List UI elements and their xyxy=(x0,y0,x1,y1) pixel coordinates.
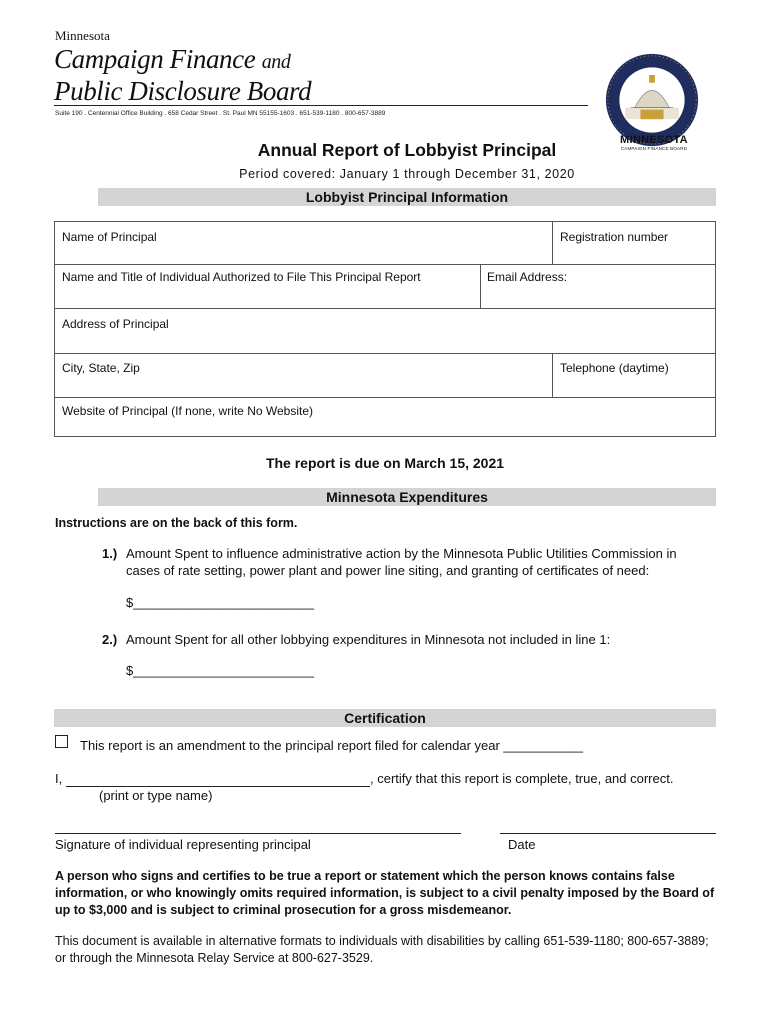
signature-label: Signature of individual representing principal xyxy=(55,837,311,852)
item-2-amount-field[interactable]: $_________________________ xyxy=(126,663,314,678)
item-2-text: Amount Spent for all other lobbying expenditures in Minnesota not included in line 1: xyxy=(126,632,611,647)
principal-info-table xyxy=(54,221,716,437)
item-1-number xyxy=(102,545,117,562)
seal-title: MINNESOTA xyxy=(620,134,688,146)
board-name-line2: Public Disclosure Board xyxy=(54,76,312,106)
expenditures-heading: Minnesota Expenditures xyxy=(98,488,716,506)
item-number: 1.) xyxy=(102,546,118,561)
principal-info-heading: Lobbyist Principal Information xyxy=(98,188,716,206)
table-divider xyxy=(55,264,715,265)
table-divider xyxy=(55,308,715,309)
header-divider xyxy=(54,105,588,106)
item-2-number xyxy=(102,631,117,648)
board-name xyxy=(54,45,311,106)
period-covered: Period covered: January 1 through December 31, 2020 xyxy=(239,167,575,181)
table-divider xyxy=(480,264,481,308)
website-field[interactable]: Website of Principal (If none, write No Website) xyxy=(62,404,313,418)
seal-subtitle: CAMPAIGN FINANCE BOARD xyxy=(620,146,688,151)
amendment-checkbox[interactable] xyxy=(55,735,68,748)
date-label: Date xyxy=(508,837,536,852)
item-number: 2.) xyxy=(102,632,118,647)
table-divider xyxy=(552,222,553,264)
name-of-principal-field[interactable]: Name of Principal xyxy=(62,230,157,244)
board-name-line1: Campaign Finance xyxy=(54,44,256,74)
certify-statement: , certify that this report is complete, true, and correct. xyxy=(370,771,674,786)
item-1-text xyxy=(126,545,726,579)
city-state-zip-field[interactable]: City, State, Zip xyxy=(62,361,140,375)
amendment-text: This report is an amendment to the principal report filed for calendar year ___________ xyxy=(80,738,583,753)
instructions-note: Instructions are on the back of this form. xyxy=(55,516,298,530)
report-title: Annual Report of Lobbyist Principal xyxy=(257,140,557,160)
i-label: I, xyxy=(55,771,63,786)
telephone-field[interactable]: Telephone (daytime) xyxy=(560,361,669,375)
date-line[interactable] xyxy=(500,833,716,834)
certification-heading: Certification xyxy=(54,709,716,727)
board-address: Suite 190 . Centennial Office Building . 658 Cedar Street . St. Paul MN 55155-1603 . 651-539-1180 . 800-657-3889 xyxy=(55,110,386,117)
print-name-label: (print or type name) xyxy=(99,788,213,803)
table-divider xyxy=(552,353,553,397)
accessibility-notice: This document is available in alternative formats to individuals with disabilities by calling 651-539-1180; 800-657-3889; or through the Minnesota Relay Service at 800-627-3529. xyxy=(55,934,709,965)
registration-number-field[interactable]: Registration number xyxy=(560,230,669,244)
email-field[interactable]: Email Address: xyxy=(487,270,568,284)
print-name-line[interactable] xyxy=(66,786,370,787)
authorized-individual-field[interactable]: Name and Title of Individual Authorized to File This Principal Report xyxy=(62,270,421,284)
table-divider xyxy=(55,353,715,354)
signature-line[interactable] xyxy=(55,833,461,834)
item-1-line1: Amount Spent to influence administrative action by the Minnesota Public Utilities Commission in xyxy=(126,546,677,561)
penalty-warning: A person who signs and certifies to be true a report or statement which the person knows contains false information, or who knowingly omits required information, is subject to a civil penalty imposed by the Board of up to $3,000 and is subject to criminal prosecution for a gross misdemeanor. xyxy=(55,869,715,917)
board-name-and: and xyxy=(261,51,291,73)
state-name: Minnesota xyxy=(55,28,110,43)
principal-address-field[interactable]: Address of Principal xyxy=(62,317,169,331)
due-date: The report is due on March 15, 2021 xyxy=(265,455,505,471)
item-1-line2: cases of rate setting, power plant and power line siting, and granting of certificates of need: xyxy=(126,563,650,578)
table-divider xyxy=(55,397,715,398)
item-1-amount-field[interactable]: $_________________________ xyxy=(126,595,314,610)
